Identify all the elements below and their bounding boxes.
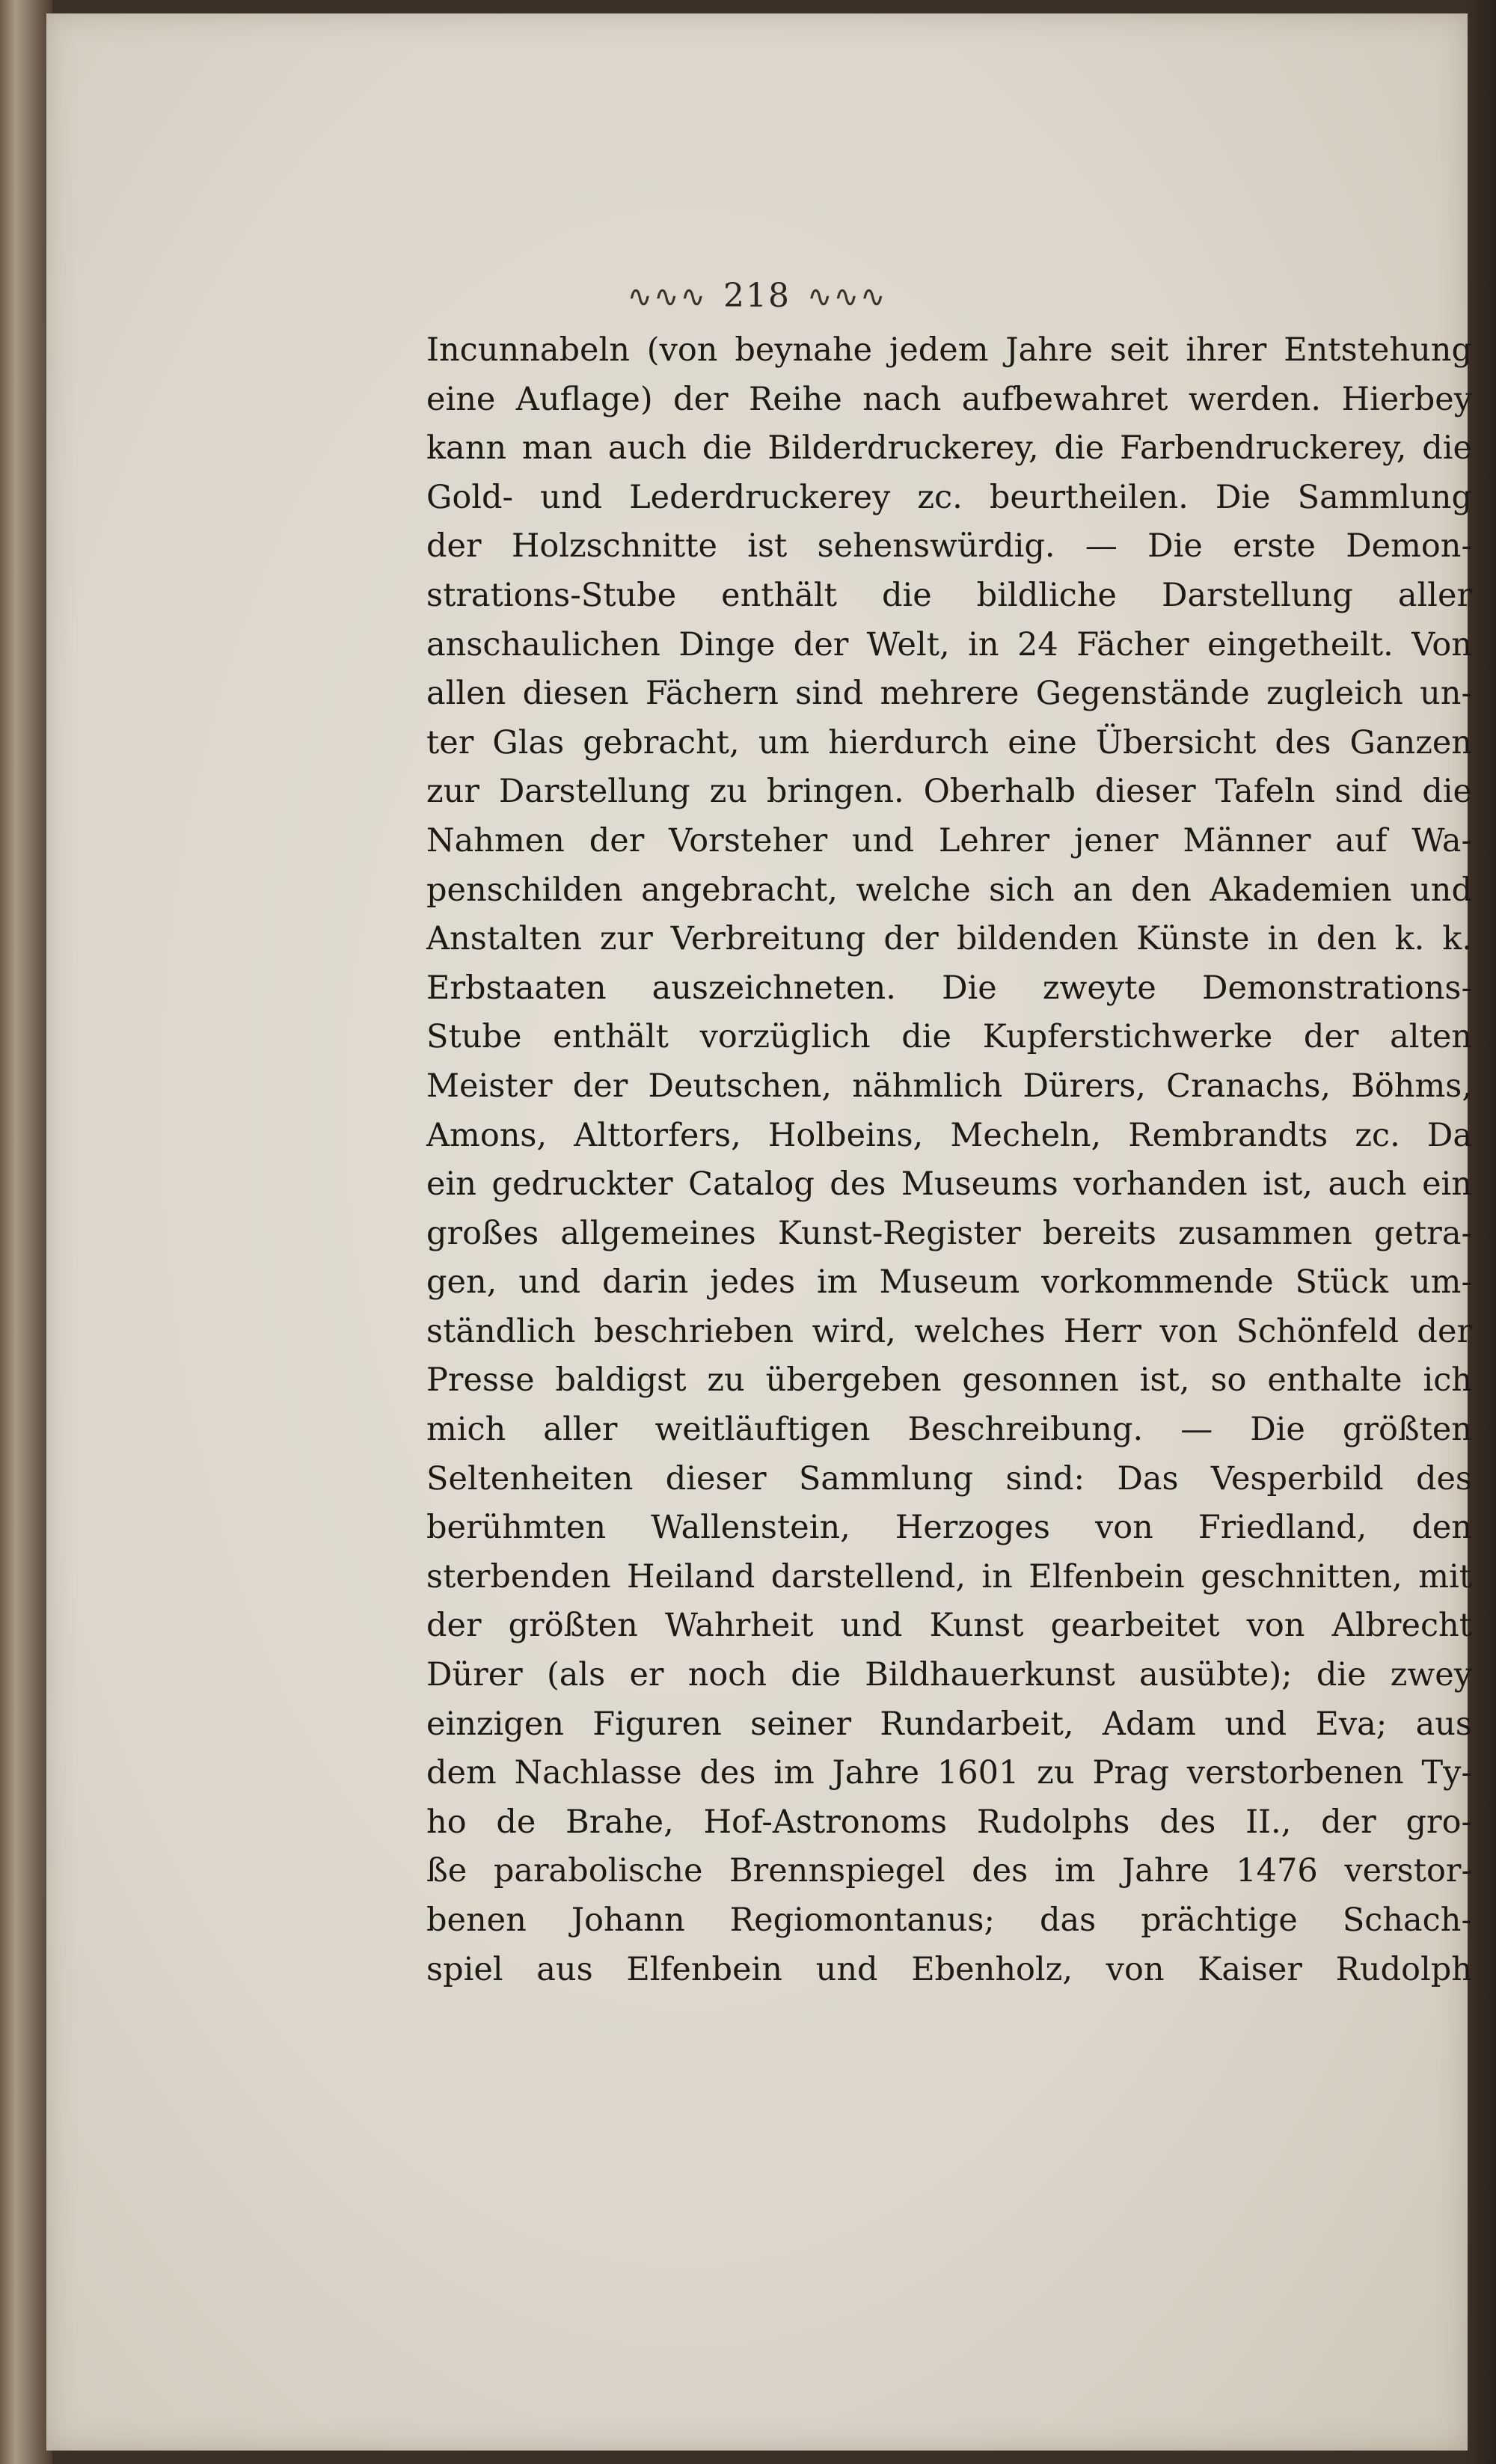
text-line: eine Auflage) der Reihe nach aufbewahret werden. Hierbey [426,380,1472,418]
text-line: zur Darstellung zu bringen. Oberhalb dieser Tafeln sind die [426,773,1472,811]
text-line: Dürer (als er noch die Bildhauerkunst ausübte); die zwey [426,1656,1472,1694]
text-line: ße parabolische Brennspiegel des im Jahre 1476 verstor- [426,1852,1472,1890]
page-header [46,277,1468,315]
text-line: mich aller weitläuftigen Beschreibung. — Die größten [426,1411,1472,1449]
ornament-left: ∿∿∿ [627,280,707,314]
text-line: Meister der Deutschen, nähmlich Dürers, Cranachs, Böhms, [426,1067,1472,1105]
text-line: anschaulichen Dinge der Welt, in 24 Fächer eingetheilt. Von [426,625,1472,663]
text-line: Anstalten zur Verbreitung der bildenden Künste in den k. k. [426,920,1472,958]
text-line: ständlich beschrieben wird, welches Herr von Schönfeld der [426,1312,1472,1350]
text-line: allen diesen Fächern sind mehrere Gegenstände zugleich un- [426,675,1472,713]
page-number: 218 [723,277,791,315]
text-line: sterbenden Heiland darstellend, in Elfenbein geschnitten, mit [426,1557,1472,1596]
text-line: großes allgemeines Kunst-Register bereits zusammen getra- [426,1214,1472,1252]
text-line: Stube enthält vorzüglich die Kupferstichwerke der alten [426,1018,1472,1056]
text-line: Nahmen der Vorsteher und Lehrer jener Männer auf Wa- [426,821,1472,859]
body-text [426,326,1472,1994]
text-line: ein gedruckter Catalog des Museums vorhanden ist, auch ein [426,1165,1472,1204]
text-line: berühmten Wallenstein, Herzoges von Friedland, den [426,1509,1472,1547]
text-line: benen Johann Regiomontanus; das prächtige Schach- [426,1901,1472,1939]
text-line: der Holzschnitte ist sehenswürdig. — Die erste Demon- [426,527,1472,566]
text-line: dem Nachlasse des im Jahre 1601 zu Prag verstorbenen Ty- [426,1754,1472,1792]
text-line: kann man auch die Bilderdruckerey, die Farbendruckerey, die [426,429,1472,468]
text-line: Erbstaaten auszeichneten. Die zweyte Demonstrations- [426,969,1472,1007]
ornament-right: ∿∿∿ [806,280,887,314]
book-spine [0,0,52,2464]
text-line: Amons, Alttorfers, Holbeins, Mecheln, Rembrandts zc. Da [426,1116,1472,1154]
text-line: ho de Brahe, Hof-Astronoms Rudolphs des II., der gro- [426,1803,1472,1841]
text-line: ter Glas gebracht, um hierdurch eine Übersicht des Ganzen [426,723,1472,761]
text-line: Presse baldigst zu übergeben gesonnen ist, so enthalte ich [426,1361,1472,1400]
page-sheet [46,13,1472,2451]
text-line: Gold- und Lederdruckerey zc. beurtheilen. Die Sammlung [426,478,1472,516]
text-line: der größten Wahrheit und Kunst gearbeitet von Albrecht [426,1607,1472,1645]
text-line: Incunnabeln (von beynahe jedem Jahre seit ihrer Entstehung [426,331,1472,369]
text-line: Seltenheiten dieser Sammlung sind: Das Vesperbild des [426,1459,1472,1498]
text-line: gen, und darin jedes im Museum vorkommende Stück um- [426,1263,1472,1302]
text-line: strations-Stube enthält die bildliche Darstellung aller [426,576,1472,614]
text-line: spiel aus Elfenbein und Ebenholz, von Kaiser Rudolph [426,1950,1472,1988]
text-line: einzigen Figuren seiner Rundarbeit, Adam und Eva; aus [426,1705,1472,1743]
text-line: penschilden angebracht, welche sich an den Akademien und [426,871,1472,909]
